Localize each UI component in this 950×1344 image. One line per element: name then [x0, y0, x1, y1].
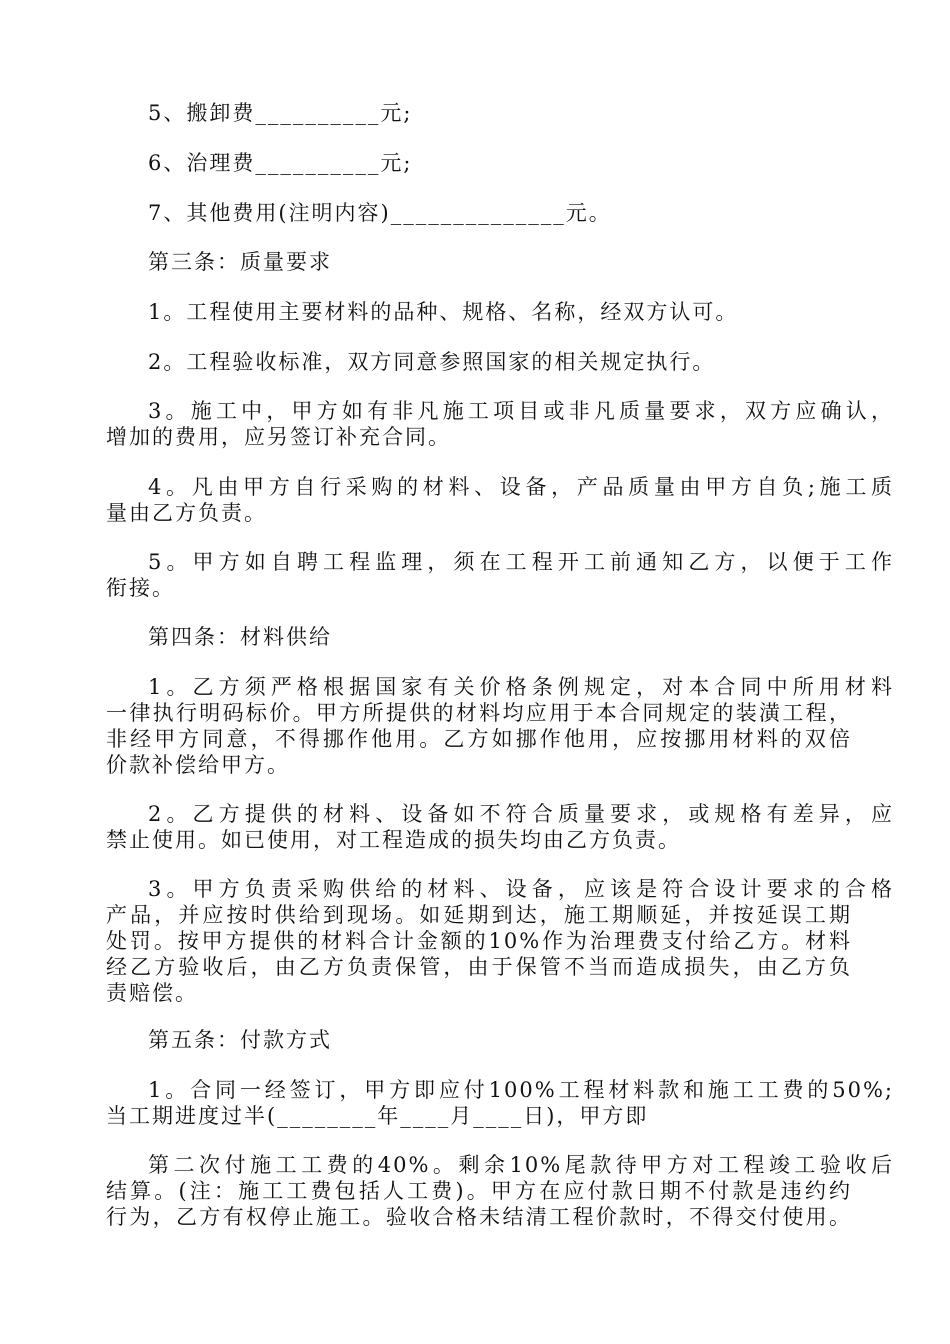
fee-item-7: 7、其他费用(注明内容)______________元。	[148, 201, 612, 225]
materials-clause-3-line-4: 经乙方验收后，由乙方负责保管，由于保管不当而造成损失，由乙方负	[106, 955, 852, 979]
quality-clause-2-line-1: 2。工程验收标准，双方同意参照国家的相关规定执行。	[148, 350, 716, 374]
section-heading-materials: 第四条：材料供给	[148, 625, 332, 649]
payment-clause-2-line-2: 结算。(注：施工工费包括人工费)。甲方在应付款日期不付款是违约约	[106, 1179, 852, 1203]
payment-clause-2-line-3: 行为，乙方有权停止施工。验收合格未结清工程价款时，不得交付使用。	[106, 1205, 852, 1229]
materials-clause-3-line-1: 3。甲方负责采购供给的材料、设备，应该是符合设计要求的合格	[148, 877, 894, 901]
quality-clause-5-line-2: 衔接。	[106, 576, 175, 600]
materials-clause-3-line-5: 责赔偿。	[106, 981, 198, 1005]
quality-clause-5-line-1: 5。甲方如自聘工程监理，须在工程开工前通知乙方，以便于工作	[148, 550, 894, 574]
fee-item-5: 5、搬卸费__________元;	[148, 101, 413, 125]
quality-clause-3-line-2: 增加的费用，应另签订补充合同。	[106, 425, 451, 449]
materials-clause-3-line-3: 处罚。按甲方提供的材料合计金额的10%作为治理费支付给乙方。材料	[106, 929, 852, 953]
payment-clause-1-line-1: 1。合同一经签订，甲方即应付100%工程材料款和施工工费的50%;	[148, 1078, 894, 1102]
section-heading-payment: 第五条：付款方式	[148, 1028, 332, 1052]
materials-clause-2-line-2: 禁止使用。如已使用，对工程造成的损失均由乙方负责。	[106, 828, 681, 852]
fee-item-6: 6、治理费__________元;	[148, 151, 413, 175]
payment-clause-2-line-1: 第二次付施工工费的40%。剩余10%尾款待甲方对工程竣工验收后	[148, 1153, 894, 1177]
materials-clause-1-line-3: 非经甲方同意，不得挪作他用。乙方如挪作他用，应按挪用材料的双倍	[106, 727, 852, 751]
materials-clause-3-line-2: 产品，并应按时供给到现场。如延期到达，施工期顺延，并按延误工期	[106, 903, 852, 927]
materials-clause-1-line-1: 1。乙方须严格根据国家有关价格条例规定，对本合同中所用材料	[148, 675, 894, 699]
quality-clause-3-line-1: 3。施工中，甲方如有非凡施工项目或非凡质量要求，双方应确认，	[148, 399, 894, 423]
materials-clause-1-line-2: 一律执行明码标价。甲方所提供的材料均应用于本合同规定的装潢工程，	[106, 701, 852, 725]
materials-clause-2-line-1: 2。乙方提供的材料、设备如不符合质量要求，或规格有差异，应	[148, 802, 894, 826]
payment-clause-1-line-2: 当工期进度过半(________年____月____日)，甲方即	[106, 1104, 649, 1128]
quality-clause-4-line-1: 4。凡由甲方自行采购的材料、设备，产品质量由甲方自负;施工质	[148, 475, 894, 499]
quality-clause-4-line-2: 量由乙方负责。	[106, 501, 267, 525]
materials-clause-1-line-4: 价款补偿给甲方。	[106, 753, 290, 777]
section-heading-quality: 第三条：质量要求	[148, 250, 332, 274]
quality-clause-1-line-1: 1。工程使用主要材料的品种、规格、名称，经双方认可。	[148, 300, 739, 324]
